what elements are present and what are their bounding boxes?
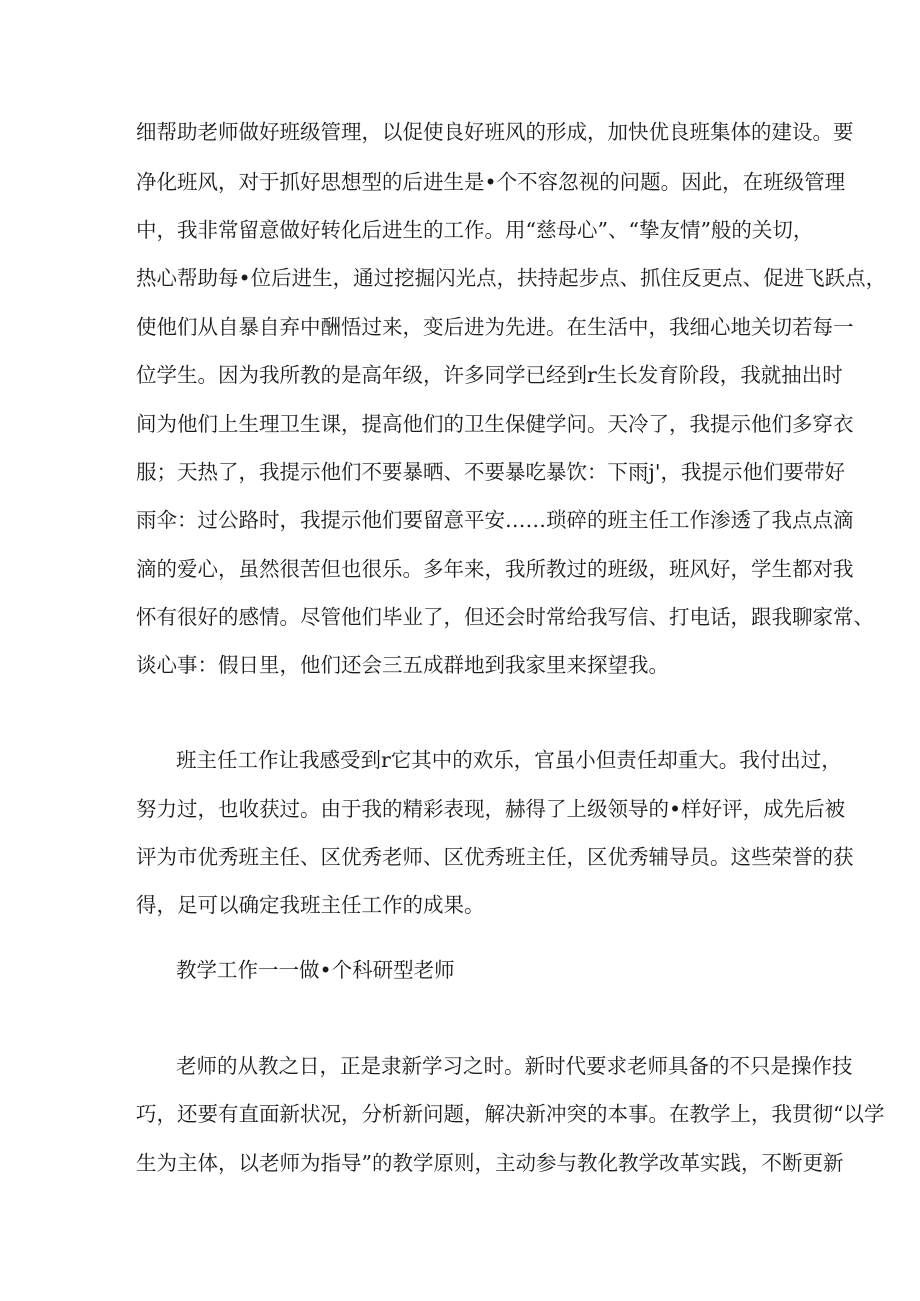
- paragraph-1-line-10: 滴的爱心，虽然很苦但也很乐。多年来，我所教过的班级，班风好，学生都对我: [136, 557, 854, 581]
- paragraph-1-line-12: 谈心事：假日里，他们还会三五成群地到我家里来探望我。: [136, 653, 669, 677]
- paragraph-1-line-3: 中，我非常留意做好转化后进生的工作。用“慈母心”、“挚友情”般的关切，: [136, 218, 814, 242]
- section-heading: 教学工作一一做•个科研型老师: [176, 958, 455, 982]
- paragraph-2-line-4: 得，足可以确定我班主任工作的成果。: [136, 893, 485, 917]
- paragraph-3-line-3: 生为主体，以老师为指导”的教学原则，主动参与教化教学改革实践，不断更新: [136, 1151, 844, 1175]
- paragraph-2-line-2: 努力过，也收获过。由于我的精彩表现，赫得了上级领导的•样好评，成先后被: [136, 797, 846, 821]
- paragraph-3-line-1: 老师的从教之日，正是隶新学习之时。新时代要求老师具备的不只是操作技: [176, 1054, 853, 1078]
- paragraph-1-line-7: 间为他们上生理卫生课，提高他们的卫生保健学问。天冷了，我提示他们多穿衣: [136, 412, 854, 436]
- paragraph-2-line-1: 班主任工作让我感受到r它其中的欢乐，官虽小但责任却重大。我付出过，: [176, 748, 842, 772]
- paragraph-1-line-8: 服；天热了，我提示他们不要暴晒、不要暴吃暴饮：下雨j'，我提示他们要带好: [136, 460, 845, 484]
- paragraph-3-line-2: 巧，还要有直面新状况，分析新问题，解决新冲突的本事。在教学上，我贯彻“以学: [136, 1102, 885, 1126]
- paragraph-1-line-2: 净化班风，对于抓好思想型的后进生是•个不容忽视的问题。因此，在班级管理: [136, 170, 846, 194]
- paragraph-2-line-3: 评为市优秀班主任、区优秀老师、区优秀班主任，区优秀辅导员。这些荣誉的获: [136, 845, 854, 869]
- paragraph-1-line-9: 雨伞：过公路时，我提示他们要留意平安……琐碎的班主任工作渗透了我点点滴: [136, 508, 854, 532]
- paragraph-1-line-4: 热心帮助每•位后进生，通过挖掘闪光点，扶持起步点、抓住反更点、促进飞跃点，: [136, 266, 887, 290]
- paragraph-1-line-6: 位学生。因为我所教的是高年级，许多同学已经到r生长发育阶段，我就抽出时: [136, 363, 843, 387]
- paragraph-1-line-11: 怀有很好的感情。尽管他们毕业了，但还会时常给我写信、打电话，跟我聊家常、: [136, 605, 874, 629]
- paragraph-1-line-1: 细帮助老师做好班级管理，以促使良好班风的形成，加快优良班集体的建设。要: [136, 120, 854, 144]
- paragraph-1-line-5: 使他们从自暴自弃中酬悟过来，变后进为先进。在生活中，我细心地关切若每一: [136, 315, 854, 339]
